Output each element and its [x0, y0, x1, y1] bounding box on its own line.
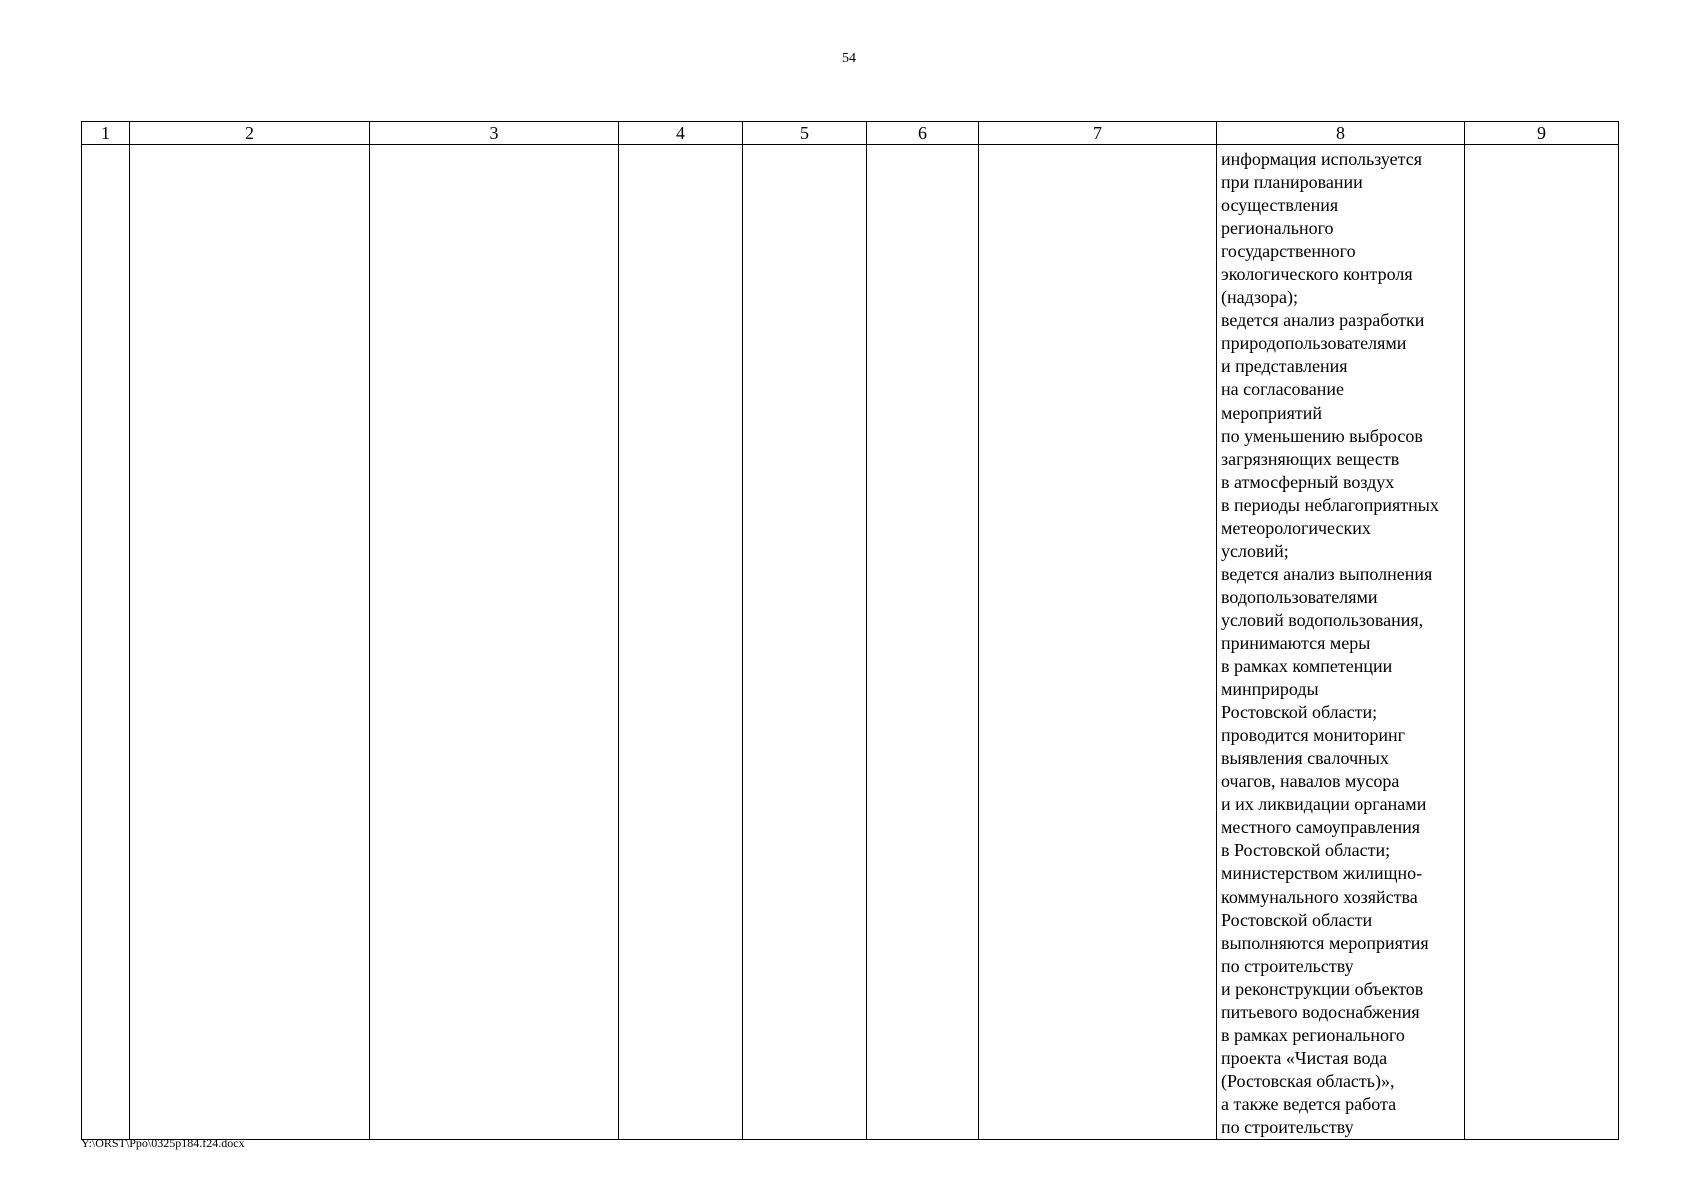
cell-text-line: в периоды неблагоприятных — [1221, 494, 1439, 515]
cell-col-7 — [979, 145, 1217, 1140]
cell-text-line: проекта «Чистая вода — [1221, 1047, 1388, 1068]
column-header-1: 1 — [82, 122, 130, 145]
cell-text-line: по строительству — [1221, 1116, 1354, 1137]
cell-col-8-text — [1217, 145, 1464, 1139]
table-row — [82, 145, 1619, 1140]
cell-text-line: и их ликвидации органами — [1221, 794, 1427, 815]
footer-file-path: Y:\ORST\Ppo\0325p184.f24.docx — [81, 1136, 245, 1150]
cell-text-line: (Ростовская область)», — [1221, 1070, 1395, 1091]
cell-text-line: условий водопользования, — [1221, 609, 1424, 630]
cell-text-line: в рамках регионального — [1221, 1024, 1405, 1045]
cell-col-6 — [867, 145, 979, 1140]
cell-text-line: по уменьшению выбросов — [1221, 425, 1423, 446]
cell-text-line: выявления свалочных — [1221, 748, 1389, 769]
cell-text-line: условий; — [1221, 540, 1289, 561]
cell-text-line: в рамках компетенции — [1221, 656, 1393, 677]
column-header-9: 9 — [1465, 122, 1619, 145]
cell-text-line: осуществления — [1221, 195, 1339, 216]
column-header-2: 2 — [130, 122, 370, 145]
cell-text-line: проводится мониторинг — [1221, 725, 1406, 746]
column-header-4: 4 — [619, 122, 743, 145]
cell-text-line: минприроды — [1221, 679, 1319, 700]
cell-text-line: очагов, навалов мусора — [1221, 771, 1400, 792]
cell-text-line: на согласование — [1221, 379, 1345, 400]
cell-text-line: экологического контроля — [1221, 264, 1413, 285]
column-header-8: 8 — [1217, 122, 1465, 145]
cell-text-line: принимаются меры — [1221, 632, 1371, 653]
cell-text-line: природопользователями — [1221, 333, 1407, 354]
cell-text-line: государственного — [1221, 241, 1356, 262]
cell-text-line: загрязняющих веществ — [1221, 448, 1400, 469]
cell-text-line: (надзора); — [1221, 287, 1298, 308]
column-header-6: 6 — [867, 122, 979, 145]
data-table — [81, 121, 1619, 1140]
cell-text-line: и представления — [1221, 356, 1348, 377]
column-header-5: 5 — [743, 122, 867, 145]
cell-text-line: а также ведется работа — [1221, 1093, 1397, 1114]
cell-text-line: мероприятий — [1221, 402, 1323, 423]
cell-col-9 — [1465, 145, 1619, 1140]
cell-text-line: в Ростовской области; — [1221, 840, 1391, 861]
column-header-3: 3 — [370, 122, 619, 145]
cell-text-line: выполняются мероприятия — [1221, 932, 1429, 953]
column-header-7: 7 — [979, 122, 1217, 145]
cell-col-1 — [82, 145, 130, 1140]
cell-text-line: Ростовской области — [1221, 909, 1373, 930]
cell-text-line: ведется анализ выполнения — [1221, 563, 1433, 584]
cell-col-3 — [370, 145, 619, 1140]
cell-text-line: по строительству — [1221, 955, 1354, 976]
cell-text-line: местного самоуправления — [1221, 817, 1421, 838]
page-number: 54 — [842, 51, 856, 66]
cell-text-line: Ростовской области; — [1221, 702, 1378, 723]
cell-text-line: водопользователями — [1221, 586, 1378, 607]
cell-text-line: питьевого водоснабжения — [1221, 1001, 1420, 1022]
cell-text-line: регионального — [1221, 218, 1334, 239]
cell-text-line: министерством жилищно- — [1221, 863, 1423, 884]
cell-text-line: при планировании — [1221, 172, 1363, 193]
cell-text-line: и реконструкции объектов — [1221, 978, 1424, 999]
cell-text-line: информация используется — [1221, 149, 1423, 169]
cell-text-line: в атмосферный воздух — [1221, 471, 1395, 492]
table-header-row — [82, 122, 1619, 145]
cell-col-5 — [743, 145, 867, 1140]
cell-text-line: метеорологических — [1221, 517, 1371, 538]
cell-col-2 — [130, 145, 370, 1140]
cell-text-line: ведется анализ разработки — [1221, 310, 1425, 331]
cell-col-4 — [619, 145, 743, 1140]
cell-col-8 — [1217, 145, 1465, 1140]
cell-text-line: коммунального хозяйства — [1221, 886, 1418, 907]
